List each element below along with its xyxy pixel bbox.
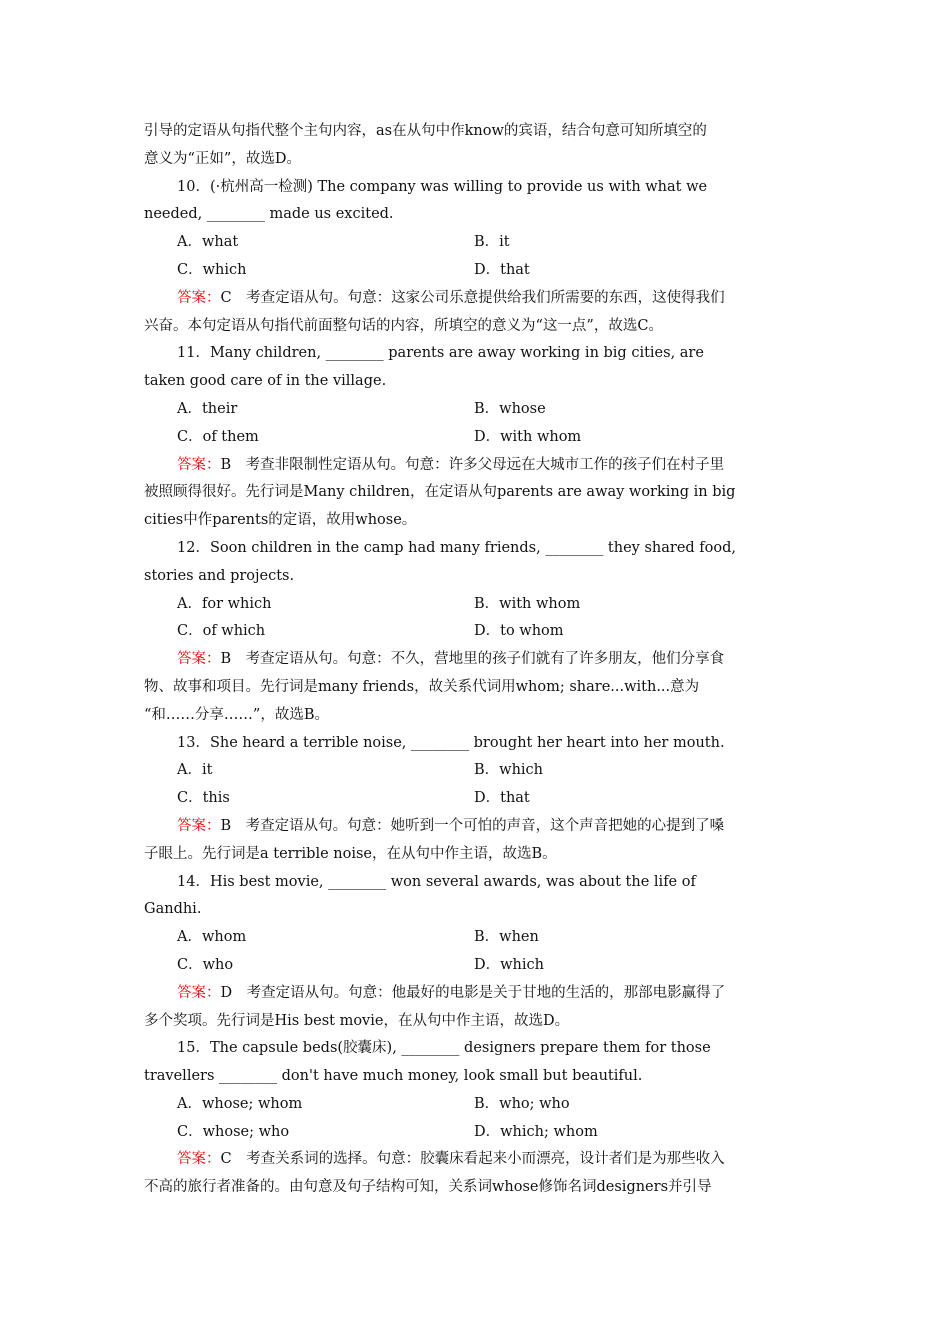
continuation-line-1: 引导的定语从句指代整个主句内容，as在从句中作know的宾语，结合句意可知所填空的 xyxy=(144,123,707,139)
options-row xyxy=(144,757,806,785)
options-row xyxy=(144,424,806,452)
question-13 xyxy=(144,730,806,869)
question-stem: 15．The capsule beds(胶囊床), ________ designers prepare them for those xyxy=(177,1040,711,1057)
option-b: B．whose xyxy=(474,400,546,417)
option-d: D．which; whom xyxy=(474,1123,598,1140)
options-row xyxy=(144,924,806,952)
answer-label: 答案： xyxy=(177,456,221,473)
option-d: D．with whom xyxy=(474,428,582,445)
question-stem-cont: stories and projects. xyxy=(144,567,295,584)
options-row xyxy=(144,229,806,257)
option-d: D．that xyxy=(474,261,530,278)
options-row xyxy=(144,396,806,424)
answer-cont: 被照顾得很好。先行词是Many children，在定语从句parents are away working in big xyxy=(144,484,736,501)
question-stem: 10．(·杭州高一检测) The company was willing to provide us with what we xyxy=(177,178,708,195)
answer-label: 答案： xyxy=(177,289,221,306)
options-row xyxy=(144,257,806,285)
question-12 xyxy=(144,535,806,730)
answer-text: B 考查定语从句。句意：不久，营地里的孩子们就有了许多朋友，他们分享食 xyxy=(220,651,725,668)
answer-label: 答案： xyxy=(177,1151,221,1168)
option-a: A．it xyxy=(177,762,213,779)
answer-cont: 不高的旅行者准备的。由句意及句子结构可知，关系词whose修饰名词designers并引导 xyxy=(144,1179,712,1196)
question-10 xyxy=(144,174,806,341)
answer-cont: 多个奖项。先行词是His best movie，在从句中作主语，故选D。 xyxy=(144,1012,570,1029)
answer-text: D 考查定语从句。句意：他最好的电影是关于甘地的生活的，那部电影赢得了 xyxy=(220,984,726,1001)
option-c: C．of them xyxy=(177,428,259,445)
question-14 xyxy=(144,869,806,1036)
option-a: A．what xyxy=(177,234,239,251)
question-stem: 11．Many children, ________ parents are away working in big cities, are xyxy=(177,345,704,362)
option-b: B．which xyxy=(474,762,544,779)
document-page xyxy=(144,118,806,1202)
option-b: B．it xyxy=(474,234,510,251)
option-b: B．when xyxy=(474,929,539,946)
answer-cont: “和……分享……”，故选B。 xyxy=(144,706,329,723)
option-d: D．which xyxy=(474,956,544,973)
options-row xyxy=(144,1091,806,1119)
question-11 xyxy=(144,340,806,535)
answer-text: C 考查定语从句。句意：这家公司乐意提供给我们所需要的东西，这使得我们 xyxy=(220,289,725,306)
question-stem-cont: Gandhi. xyxy=(144,901,202,918)
answer xyxy=(144,980,806,1008)
answer-text: C 考查关系词的选择。句意：胶囊床看起来小而漂亮，设计者们是为那些收入 xyxy=(220,1151,725,1168)
answer-cont: cities中作parents的定语，故用whose。 xyxy=(144,512,417,529)
option-c: C．whose; who xyxy=(177,1123,290,1140)
options-row xyxy=(144,1119,806,1147)
option-a: A．whose; whom xyxy=(177,1095,303,1112)
answer xyxy=(144,813,806,841)
question-stem-cont: taken good care of in the village. xyxy=(144,373,387,390)
question-stem: 12．Soon children in the camp had many friends, ________ they shared food, xyxy=(177,539,737,556)
answer-text: B 考查定语从句。句意：她听到一个可怕的声音，这个声音把她的心提到了嗓 xyxy=(220,817,725,834)
option-a: A．whom xyxy=(177,929,247,946)
question-stem-cont: needed, ________ made us excited. xyxy=(144,206,394,223)
options-row xyxy=(144,591,806,619)
answer-cont: 物、故事和项目。先行词是many friends，故关系代词用whom; share...with...意为 xyxy=(144,678,700,695)
option-a: A．their xyxy=(177,400,238,417)
question-stem: 13．She heard a terrible noise, ________ brought her heart into her mouth. xyxy=(177,734,725,751)
option-d: D．that xyxy=(474,790,530,807)
answer-cont: 子眼上。先行词是a terrible noise，在从句中作主语，故选B。 xyxy=(144,845,557,862)
answer-label: 答案： xyxy=(177,984,221,1001)
option-c: C．who xyxy=(177,956,234,973)
option-c: C．which xyxy=(177,261,247,278)
option-a: A．for which xyxy=(177,595,272,612)
question-stem-cont: travellers ________ don't have much money, look small but beautiful. xyxy=(144,1068,643,1085)
answer-cont: 兴奋。本句定语从句指代前面整句话的内容，所填空的意义为“这一点”，故选C。 xyxy=(144,317,663,334)
option-d: D．to whom xyxy=(474,623,564,640)
answer xyxy=(144,452,806,480)
question-15 xyxy=(144,1035,806,1202)
answer-label: 答案： xyxy=(177,651,221,668)
answer xyxy=(144,646,806,674)
option-b: B．with whom xyxy=(474,595,581,612)
answer-label: 答案： xyxy=(177,817,221,834)
answer xyxy=(144,285,806,313)
question-stem: 14．His best movie, ________ won several awards, was about the life of xyxy=(177,873,696,890)
option-b: B．who; who xyxy=(474,1095,570,1112)
option-c: C．of which xyxy=(177,623,266,640)
answer xyxy=(144,1146,806,1174)
option-c: C．this xyxy=(177,790,230,807)
options-row xyxy=(144,618,806,646)
answer-text: B 考查非限制性定语从句。句意：许多父母远在大城市工作的孩子们在村子里 xyxy=(220,456,725,473)
options-row xyxy=(144,785,806,813)
options-row xyxy=(144,952,806,980)
continuation-line-2: 意义为“正如”，故选D。 xyxy=(144,150,301,167)
